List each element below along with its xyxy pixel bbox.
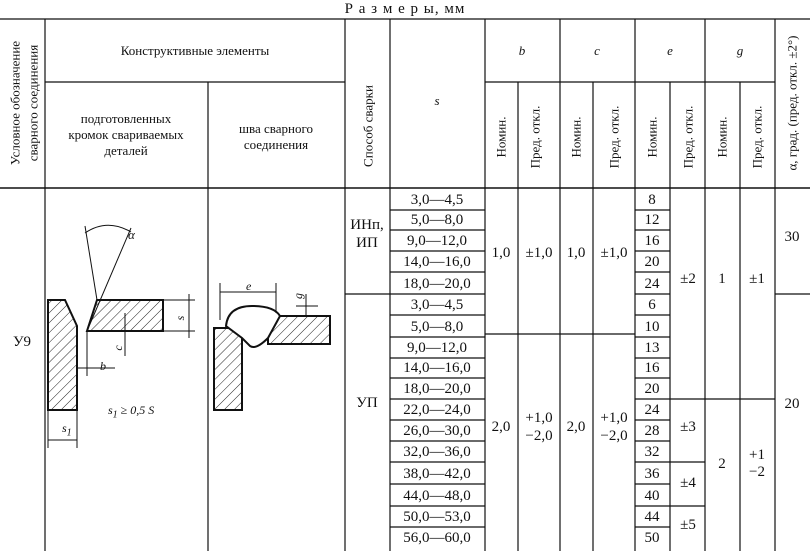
header-c-nom: Номин. bbox=[568, 116, 584, 158]
e-value: 36 bbox=[644, 466, 660, 482]
g-nom-group1: 1 bbox=[718, 271, 726, 287]
c-dev-group2-minus: −2,0 bbox=[600, 428, 628, 444]
s-value: 18,0—20,0 bbox=[403, 381, 471, 397]
alpha-group1: 30 bbox=[784, 229, 800, 245]
table-title: Р а з м е р ы, мм bbox=[344, 1, 466, 17]
b-dev-group1: ±1,0 bbox=[525, 245, 553, 261]
s-value: 32,0—36,0 bbox=[403, 444, 471, 460]
header-s: s bbox=[434, 93, 440, 108]
header-seam-line2: соединения bbox=[243, 137, 309, 152]
e-value: 20 bbox=[644, 254, 660, 270]
header-designation-line1: Условное обозначение bbox=[7, 40, 23, 166]
e-value: 10 bbox=[644, 319, 660, 335]
s-value: 56,0—60,0 bbox=[403, 530, 471, 546]
s-value: 9,0—12,0 bbox=[407, 233, 467, 249]
e-value: 20 bbox=[644, 381, 660, 397]
e-value: 24 bbox=[644, 402, 660, 418]
drawing-g-label: g bbox=[291, 293, 305, 299]
e-dev-group2-b: ±4 bbox=[680, 475, 696, 491]
header-designation-line2: сварного соединения bbox=[25, 44, 41, 162]
header-g-dev: Пред. откл. bbox=[749, 105, 765, 169]
c-dev-group1: ±1,0 bbox=[600, 245, 628, 261]
b-dev-group2-plus: +1,0 bbox=[525, 410, 553, 426]
e-value: 6 bbox=[648, 297, 656, 313]
header-b: b bbox=[518, 43, 526, 58]
e-value: 50 bbox=[644, 530, 660, 546]
drawing-c-label: c bbox=[111, 345, 125, 351]
s-value: 3,0—4,5 bbox=[410, 192, 464, 208]
e-value: 28 bbox=[644, 423, 660, 439]
s-value: 26,0—30,0 bbox=[403, 423, 471, 439]
header-construct: Конструктивные элементы bbox=[120, 43, 270, 58]
g-nom-group2: 2 bbox=[718, 456, 726, 472]
header-g: g bbox=[736, 43, 744, 58]
drawing-s1-rule: $s_1 \ge 0,5$ S bbox=[108, 403, 155, 421]
alpha-group2: 20 bbox=[784, 396, 800, 412]
header-b-nom: Номин. bbox=[493, 116, 509, 158]
drawing-alpha-label: α bbox=[128, 227, 135, 242]
e-dev-group2-c: ±5 bbox=[680, 517, 696, 533]
header-prepared-line3: деталей bbox=[104, 143, 148, 158]
designation-u9: У9 bbox=[12, 334, 32, 350]
s-value: 50,0—53,0 bbox=[403, 509, 471, 525]
drawing-s1-label: $s_1$ bbox=[62, 421, 72, 439]
drawing-e-label: e bbox=[246, 279, 252, 293]
e-value: 16 bbox=[644, 233, 660, 249]
g-dev-group2-plus: +1 bbox=[749, 447, 765, 463]
s-value: 18,0—20,0 bbox=[403, 276, 471, 292]
s-value: 5,0—8,0 bbox=[410, 212, 464, 228]
e-value: 44 bbox=[644, 509, 660, 525]
method-up: УП bbox=[356, 395, 378, 411]
drawing-s-label: s bbox=[173, 315, 187, 321]
e-value: 40 bbox=[644, 488, 660, 504]
e-value: 12 bbox=[644, 212, 660, 228]
b-nom-group2: 2,0 bbox=[491, 419, 511, 435]
e-value: 32 bbox=[644, 444, 660, 460]
c-dev-group2-plus: +1,0 bbox=[600, 410, 628, 426]
c-nom-group1: 1,0 bbox=[566, 245, 586, 261]
e-value: 24 bbox=[644, 276, 660, 292]
e-value: 8 bbox=[648, 192, 656, 208]
b-nom-group1: 1,0 bbox=[491, 245, 511, 261]
s-value: 22,0—24,0 bbox=[403, 402, 471, 418]
header-g-nom: Номин. bbox=[714, 116, 730, 158]
s-value: 14,0—16,0 bbox=[403, 254, 471, 270]
g-dev-group1: ±1 bbox=[749, 271, 765, 287]
e-value: 16 bbox=[644, 360, 660, 376]
g-dev-group2-minus: −2 bbox=[749, 464, 765, 480]
prepared-edges-drawing bbox=[45, 188, 208, 551]
s-value: 5,0—8,0 bbox=[410, 319, 464, 335]
header-c: c bbox=[594, 43, 600, 58]
header-e-dev: Пред. откл. bbox=[680, 105, 696, 169]
header-b-dev: Пред. откл. bbox=[527, 105, 543, 169]
header-prepared-line2: кромок свариваемых bbox=[68, 127, 184, 142]
header-seam-line1: шва сварного bbox=[239, 121, 313, 136]
s-value: 38,0—42,0 bbox=[403, 466, 471, 482]
header-e-nom: Номин. bbox=[644, 116, 660, 158]
e-dev-group2-a: ±3 bbox=[680, 419, 696, 435]
s-value: 14,0—16,0 bbox=[403, 360, 471, 376]
header-c-dev: Пред. откл. bbox=[606, 105, 622, 169]
header-method: Способ сварки bbox=[360, 85, 376, 167]
header-alpha: α, град. (пред. откл. ±2°) bbox=[784, 35, 800, 171]
s-value: 9,0—12,0 bbox=[407, 340, 467, 356]
s-value: 3,0—4,5 bbox=[410, 297, 464, 313]
method-inp-line2: ИП bbox=[356, 235, 378, 251]
header-prepared-line1: подготовленных bbox=[80, 111, 172, 126]
header-e: e bbox=[667, 43, 673, 58]
method-inp-line1: ИНп, bbox=[350, 217, 384, 233]
c-nom-group2: 2,0 bbox=[566, 419, 586, 435]
e-value: 13 bbox=[644, 340, 660, 356]
weld-seam-drawing bbox=[208, 188, 345, 551]
b-dev-group2-minus: −2,0 bbox=[525, 428, 553, 444]
e-dev-group1: ±2 bbox=[680, 271, 696, 287]
s-value: 44,0—48,0 bbox=[403, 488, 471, 504]
drawing-b-label: b bbox=[100, 359, 106, 373]
